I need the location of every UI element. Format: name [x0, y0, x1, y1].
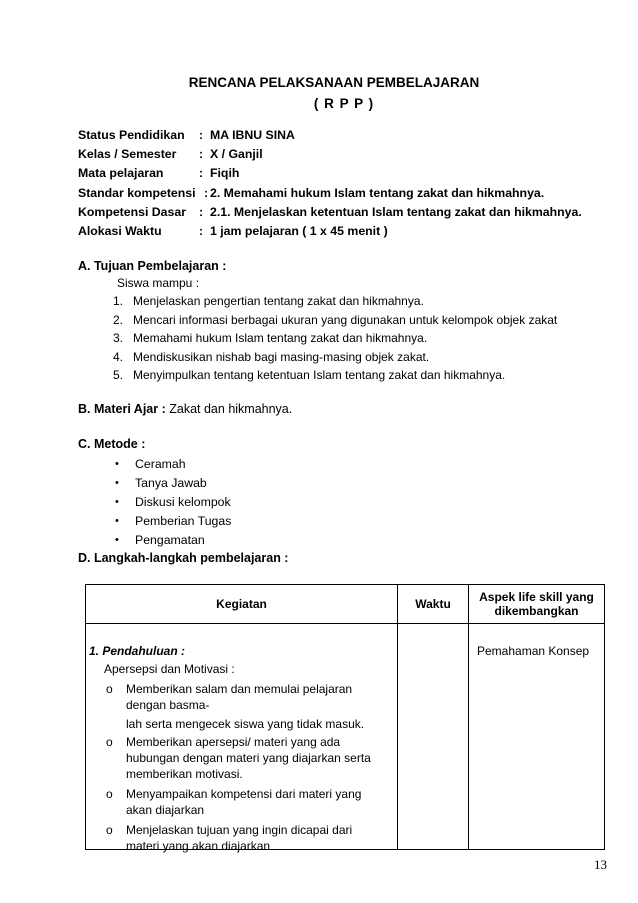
tujuan-intro: Siswa mampu :	[117, 276, 200, 290]
meta-separator: :	[199, 147, 204, 162]
meta-value: 1 jam pelajaran ( 1 x 45 menit )	[210, 223, 388, 238]
section-heading-tujuan: A. Tujuan Pembelajaran :	[78, 259, 227, 273]
meta-separator: :	[204, 185, 209, 200]
header-line: Aspek life skill yang	[479, 590, 594, 604]
list-number: 1.	[113, 294, 124, 308]
table-line: Menjelaskan tujuan yang ingin dicapai dari	[126, 823, 353, 837]
meta-row	[78, 184, 618, 203]
table-line: dengan basma-	[126, 698, 210, 712]
meta-block	[78, 126, 618, 241]
meta-value: 2.1. Menjelaskan ketentuan Islam tentang zakat dan hikmahnya.	[210, 204, 582, 219]
meta-label: Alokasi Waktu	[78, 223, 162, 238]
bullet-icon: •	[115, 458, 119, 470]
page-number: 13	[594, 857, 607, 872]
list-item: Mendiskusikan nishab bagi masing-masing objek zakat.	[133, 350, 430, 364]
materi-heading: B. Materi Ajar :	[78, 402, 166, 416]
phase-heading: 1. Pendahuluan :	[89, 644, 186, 658]
meta-label: Status Pendidikan	[78, 128, 185, 142]
section-heading-metode: C. Metode :	[78, 437, 146, 451]
meta-label: Standar kompetensi	[78, 185, 196, 200]
meta-separator: :	[199, 166, 204, 181]
meta-row	[78, 126, 618, 145]
bullet-icon: •	[115, 496, 119, 508]
table-line: memberikan motivasi.	[126, 767, 243, 781]
meta-value: 2. Memahami hukum Islam tentang zakat dan hikmahnya.	[210, 185, 545, 200]
meta-row	[78, 222, 618, 241]
circle-bullet-icon: o	[106, 787, 113, 801]
table-line: akan diajarkan	[126, 803, 205, 817]
meta-row	[78, 203, 618, 222]
section-heading-langkah: D. Langkah-langkah pembelajaran :	[78, 551, 289, 565]
list-item: Diskusi kelompok	[135, 495, 231, 509]
table-line: Menyampaikan kompetensi dari materi yang	[126, 787, 362, 801]
meta-separator: :	[199, 204, 204, 219]
list-item: Menyimpulkan tentang ketentuan Islam tentang zakat dan hikmahnya.	[133, 368, 506, 382]
table-line: Memberikan apersepsi/ materi yang ada	[126, 735, 341, 749]
phase-subheading: Apersepsi dan Motivasi :	[104, 662, 235, 676]
list-item: Menjelaskan pengertian tentang zakat dan hikmahnya.	[133, 294, 424, 308]
table-row	[86, 624, 605, 850]
list-item: Ceramah	[135, 457, 186, 471]
document-title: RENCANA PELAKSANAAN PEMBELAJARAN	[188, 75, 480, 90]
meta-row	[78, 164, 618, 183]
circle-bullet-icon: o	[106, 682, 113, 696]
circle-bullet-icon: o	[106, 735, 113, 749]
list-item: Pengamatan	[135, 533, 205, 547]
bullet-icon: •	[115, 534, 119, 546]
table-line: Memberikan salam dan memulai pelajaran	[126, 682, 353, 696]
column-header-aspek	[469, 585, 605, 624]
column-header-waktu: Waktu	[398, 585, 469, 624]
kegiatan-content	[86, 624, 397, 853]
meta-label: Kompetensi Dasar	[78, 204, 186, 219]
list-number: 2.	[113, 313, 124, 327]
list-number: 5.	[113, 368, 124, 382]
meta-row	[78, 145, 618, 164]
section-heading-materi	[78, 402, 292, 416]
list-item: Tanya Jawab	[135, 476, 207, 490]
activity-table	[85, 584, 605, 853]
meta-value: X / Ganjil	[210, 147, 263, 162]
table-line: hubungan dengan materi yang diajarkan serta	[126, 751, 371, 765]
meta-label: Kelas / Semester	[78, 147, 177, 162]
aspek-cell	[469, 624, 605, 850]
meta-separator: :	[199, 128, 204, 142]
meta-value: Fiqih	[210, 166, 240, 181]
meta-separator: :	[199, 223, 204, 238]
aspek-value: Pemahaman Konsep	[477, 644, 590, 658]
meta-label: Mata pelajaran	[78, 166, 164, 181]
circle-bullet-icon: o	[106, 823, 113, 837]
kegiatan-cell	[86, 624, 398, 853]
bullet-icon: •	[115, 515, 119, 527]
list-item: Pemberian Tugas	[135, 514, 232, 528]
materi-text: Zakat dan hikmahnya.	[169, 402, 293, 416]
list-number: 4.	[113, 350, 124, 364]
table-line: lah serta mengecek siswa yang tidak masuk.	[126, 717, 365, 731]
meta-value: MA IBNU SINA	[210, 128, 295, 142]
list-item: Mencari informasi berbagai ukuran yang digunakan untuk kelompok objek zakat	[133, 313, 558, 327]
table-line: materi yang akan diajarkan	[126, 839, 271, 853]
header-line: dikembangkan	[494, 604, 579, 618]
table-header-row	[86, 585, 605, 624]
list-item: Memahami hukum Islam tentang zakat dan hikmahnya.	[133, 331, 428, 345]
bullet-icon: •	[115, 477, 119, 489]
list-number: 3.	[113, 331, 124, 345]
document-subtitle: ( R P P )	[313, 96, 375, 111]
waktu-cell	[398, 624, 469, 850]
column-header-kegiatan: Kegiatan	[86, 585, 398, 624]
